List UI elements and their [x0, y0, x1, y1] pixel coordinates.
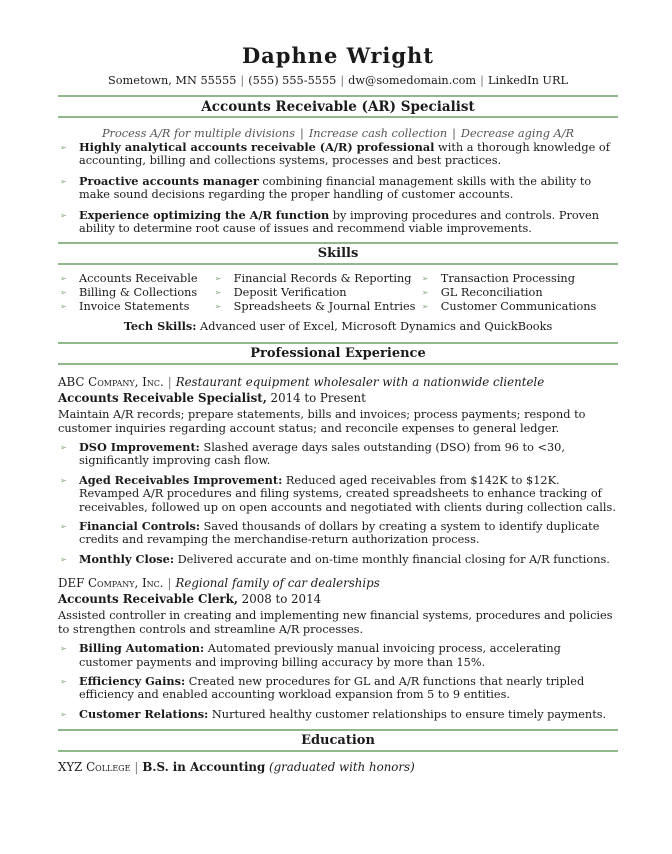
skill-label: Customer Communications	[440, 299, 597, 313]
arrow-bullet-icon: ➢	[60, 210, 67, 220]
experience-heading: Professional Experience	[250, 346, 426, 362]
divider	[58, 750, 618, 752]
arrow-bullet-icon: ➢	[214, 288, 222, 298]
achievement-list	[58, 441, 618, 566]
skills-column	[58, 272, 213, 313]
arrow-bullet-icon: ➢	[60, 143, 67, 152]
skill-item	[213, 286, 420, 300]
degree-note: (graduated with honors)	[265, 760, 415, 775]
skill-label: Financial Records & Reporting	[233, 272, 412, 286]
role-line	[58, 391, 618, 406]
arrow-bullet-icon: ➢	[60, 443, 67, 453]
skill-label: Spreadsheets & Journal Entries	[233, 299, 416, 313]
job-entry	[58, 576, 618, 721]
tech-skills	[58, 319, 618, 334]
achievement-text: Saved thousands of dollars by creating a system to identify duplicate credits and revamping the merchandise-return authorization process.	[79, 520, 600, 547]
skills-grid	[58, 272, 618, 313]
job-summary: Maintain A/R records; prepare statements, bills and invoices; process payments; respond to customer inquiries regarding account status; and reconcile expenses to general ledger.	[58, 408, 586, 435]
contact-email[interactable]: dw@somedomain.com	[348, 74, 477, 87]
divider	[58, 263, 618, 265]
achievement-text: Reduced aged receivables from $142K to $12K. Revamped A/R procedures and filing systems, created spreadsheets to enhance tracking of receivables, followed up on open accounts and negotiated with clients during collection calls.	[79, 473, 616, 514]
skill-item	[58, 286, 213, 300]
tagline-item: Decrease aging A/R	[460, 127, 575, 140]
skills-column	[420, 272, 618, 313]
summary-item	[58, 175, 618, 202]
candidate-name: Daphne Wright	[241, 43, 435, 68]
contact-line	[58, 74, 618, 88]
contact-separator: |	[480, 74, 484, 87]
company-name: DEF Company, Inc.	[58, 576, 164, 591]
company-line	[58, 576, 618, 591]
company-description: Restaurant equipment wholesaler with a nationwide clientele	[175, 375, 545, 390]
achievement-item	[58, 675, 618, 702]
arrow-bullet-icon: ➢	[60, 676, 67, 686]
achievement-item	[58, 441, 618, 468]
education-heading: Education	[301, 733, 375, 749]
role-dates: 2014 to Present	[266, 391, 366, 406]
summary-bold: Proactive accounts manager	[79, 173, 259, 188]
arrow-bullet-icon: ➢	[60, 709, 67, 719]
contact-location: Sometown, MN 55555	[108, 74, 237, 87]
education-separator: |	[134, 760, 139, 775]
achievement-item	[58, 642, 618, 669]
skill-label: Billing & Collections	[79, 286, 198, 300]
school-name: XYZ College	[58, 760, 131, 775]
summary-text: by improving procedures and controls. Proven ability to determine root cause of issues and recommend viable improvements.	[79, 208, 599, 236]
skill-label: Deposit Verification	[233, 286, 347, 300]
arrow-bullet-icon: ➢	[214, 274, 222, 284]
achievement-bold: Customer Relations:	[79, 706, 209, 721]
job-entry	[58, 375, 618, 566]
company-separator: |	[167, 576, 172, 591]
achievement-bold: Monthly Close:	[79, 551, 175, 566]
achievement-item	[58, 474, 618, 514]
arrow-bullet-icon: ➢	[60, 475, 67, 485]
tech-skills-label: Tech Skills:	[123, 319, 197, 334]
skill-item	[420, 300, 618, 314]
skills-heading: Skills	[317, 246, 359, 262]
degree: B.S. in Accounting	[142, 760, 266, 775]
role-line	[58, 592, 618, 607]
achievement-bold: Aged Receivables Improvement:	[79, 472, 283, 487]
achievement-bold: Financial Controls:	[79, 519, 201, 534]
contact-separator: |	[240, 74, 245, 87]
achievement-item	[58, 708, 618, 721]
arrow-bullet-icon: ➢	[421, 288, 429, 298]
contact-linkedin[interactable]: LinkedIn URL	[487, 74, 568, 87]
tagline-item: Increase cash collection	[308, 127, 448, 140]
summary-text: with a thorough knowledge of accounting, billing and collections systems, processes and best practices.	[79, 141, 610, 168]
headline: Accounts Receivable (AR) Specialist	[201, 99, 475, 115]
summary-text: combining financial management skills with the ability to make sound decisions regarding the proper handling of customer accounts.	[79, 174, 592, 202]
summary-list	[58, 141, 618, 235]
summary-item	[58, 141, 618, 168]
skill-label: Transaction Processing	[440, 272, 575, 286]
skill-label: Accounts Receivable	[79, 272, 198, 286]
skill-item	[213, 272, 420, 286]
achievement-text: Nurtured healthy customer relationships to ensure timely payments.	[208, 707, 607, 721]
tagline-separator: |	[300, 127, 304, 140]
tagline	[58, 127, 618, 141]
arrow-bullet-icon: ➢	[421, 301, 429, 311]
summary-item	[58, 209, 618, 236]
contact-separator: |	[340, 74, 345, 87]
arrow-bullet-icon: ➢	[421, 274, 429, 284]
arrow-bullet-icon: ➢	[60, 288, 67, 298]
role-title: Accounts Receivable Clerk,	[58, 592, 238, 607]
achievement-item	[58, 553, 618, 566]
resume-page	[58, 0, 618, 775]
achievement-bold: DSO Improvement:	[79, 440, 200, 455]
divider	[58, 116, 618, 118]
skills-column	[213, 272, 420, 313]
skill-label: Invoice Statements	[79, 299, 190, 313]
skill-label: GL Reconciliation	[440, 286, 543, 300]
arrow-bullet-icon: ➢	[60, 176, 67, 186]
arrow-bullet-icon: ➢	[60, 274, 67, 284]
achievement-item	[58, 520, 618, 547]
achievement-text: Slashed average days sales outstanding (DSO) from 96 to <30, significantly improving cash flow.	[79, 441, 565, 468]
achievement-bold: Billing Automation:	[79, 641, 205, 656]
divider	[58, 363, 618, 365]
skill-item	[213, 300, 420, 314]
skill-item	[420, 272, 618, 286]
role-dates: 2008 to 2014	[237, 592, 322, 607]
skill-item	[58, 300, 213, 314]
arrow-bullet-icon: ➢	[60, 522, 67, 532]
achievement-bold: Efficiency Gains:	[79, 673, 186, 688]
arrow-bullet-icon: ➢	[60, 644, 67, 654]
skill-item	[420, 286, 618, 300]
tagline-item: Process A/R for multiple divisions	[101, 127, 295, 140]
achievement-text: Created new procedures for GL and A/R functions that nearly tripled efficiency and enabled accounting workload expansion from 5 to 9 entities.	[79, 674, 585, 702]
tagline-separator: |	[452, 127, 456, 140]
company-name: ABC Company, Inc.	[58, 375, 164, 390]
achievement-text: Delivered accurate and on-time monthly financial closing for A/R functions.	[174, 552, 610, 566]
arrow-bullet-icon: ➢	[214, 301, 222, 311]
arrow-bullet-icon: ➢	[60, 554, 67, 564]
contact-phone: (555) 555-5555	[248, 74, 337, 87]
summary-bold: Experience optimizing the A/R function	[79, 207, 330, 222]
tech-skills-text: Advanced user of Excel, Microsoft Dynamics and QuickBooks	[196, 320, 553, 334]
achievement-list	[58, 642, 618, 721]
summary-bold: Highly analytical accounts receivable (A/R) professional	[79, 140, 435, 154]
role-title: Accounts Receivable Specialist,	[58, 391, 267, 406]
achievement-text: Automated previously manual invoicing process, accelerating customer payments and improving billing accuracy by more than 15%.	[79, 642, 561, 669]
arrow-bullet-icon: ➢	[60, 301, 67, 311]
company-separator: |	[167, 375, 172, 390]
company-description: Regional family of car dealerships	[175, 576, 380, 591]
education-line	[58, 760, 618, 775]
company-line	[58, 375, 618, 390]
job-summary: Assisted controller in creating and implementing new financial systems, procedures and policies to strengthen controls and streamline A/R processes.	[58, 609, 613, 636]
skill-item	[58, 272, 213, 286]
